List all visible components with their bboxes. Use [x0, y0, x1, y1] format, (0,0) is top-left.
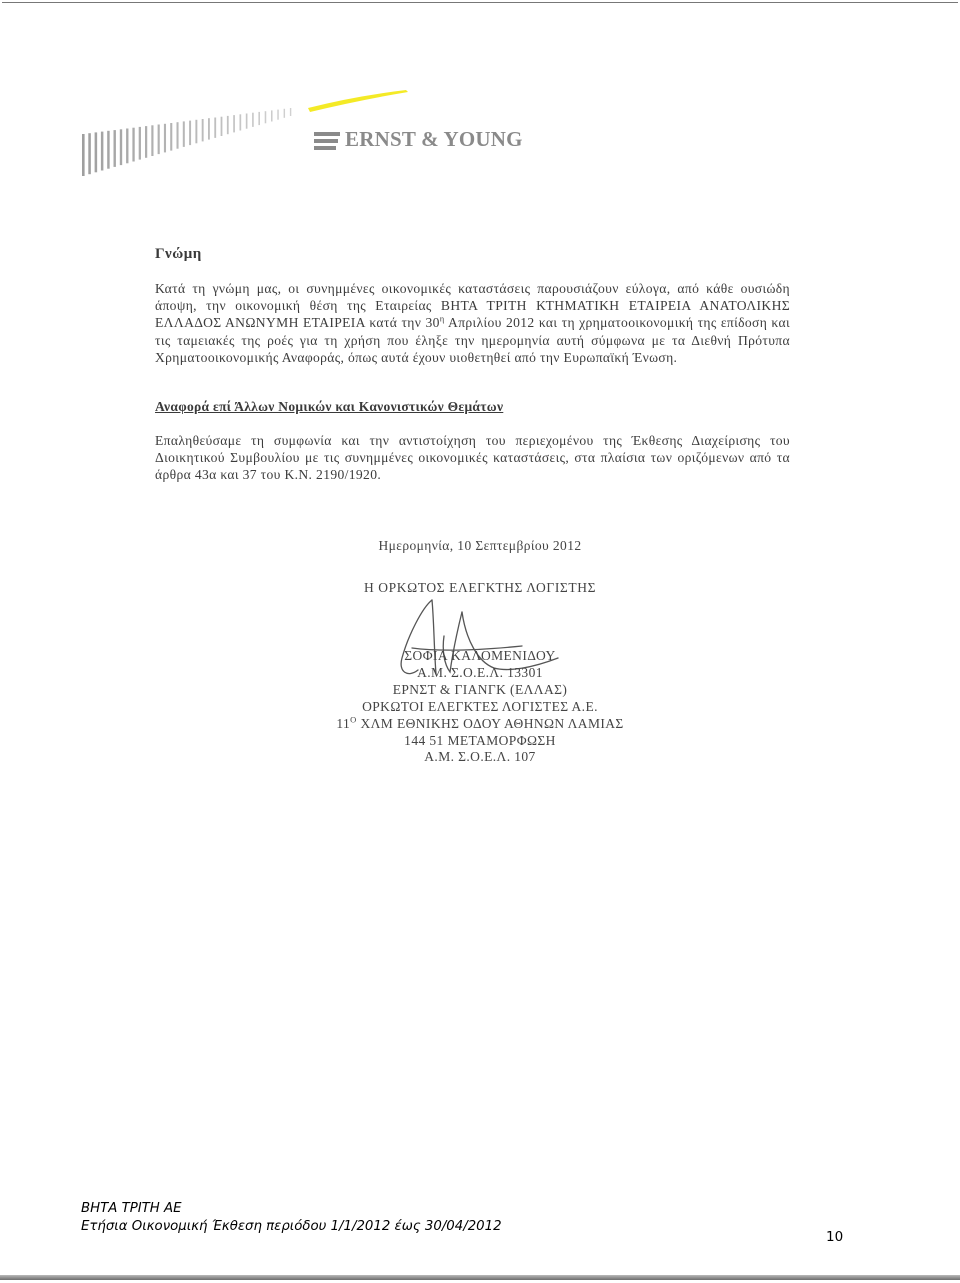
logo-mark-icon	[314, 132, 340, 150]
other-matters-paragraph: Επαληθεύσαμε τη συμφωνία και την αντιστοίχηση του περιεχομένου της Έκθεσης Διαχείρισης του Διοικητικού Συμβουλίου με τις συνημμένες οικονομικές καταστάσεις, στα πλαίσια των οριζόμενων από τα άρθρα 43α και 37 του Κ.Ν. 2190/1920.	[155, 433, 790, 483]
logo-stripe	[202, 119, 204, 141]
auditor-title: Η ΟΡΚΩΤΟΣ ΕΛΕΓΚΤΗΣ ΛΟΓΙΣΤΗΣ	[363, 580, 597, 595]
address-superscript: Ο	[350, 714, 357, 725]
logo-stripe	[95, 132, 98, 172]
opinion-heading: Γνώμη	[155, 246, 202, 262]
logo-stripe	[240, 114, 242, 130]
logo-stripe	[271, 110, 273, 121]
bottom-rule	[0, 1275, 960, 1280]
other-matters-heading: Αναφορά επί Άλλων Νομικών και Κανονιστικών Θεμάτων	[155, 399, 504, 414]
page-number: 10	[826, 1229, 844, 1245]
logo-stripe	[227, 116, 229, 134]
top-rule	[2, 2, 958, 3]
logo-stripe	[88, 133, 91, 174]
logo-stripe	[101, 132, 103, 171]
logo-stripe	[290, 108, 291, 116]
footer-company-name: ΒΗΤΑ ΤΡΙΤΗ ΑΕ	[81, 1201, 182, 1216]
logo-stripe	[195, 120, 197, 144]
opinion-text-end: Απριλίου 2012 και τη χρηματοοικονομική της επίδοση και τις ταμειακές της ροές για τη χρήση που έληξε την ημερομηνία αυτή σύμφωνα με τα Διεθνή Πρότυπα Χρηματοοικονομικής Αναφοράς, όπως αυτά έχουν υιοθετηθεί από την Ευρωπαϊκή Ένωση.	[155, 315, 790, 365]
signer-details	[220, 648, 740, 766]
logo-stripe	[82, 134, 85, 176]
logo-stripe	[158, 125, 160, 155]
logo-stripe	[145, 126, 147, 158]
logo-stripe	[107, 131, 109, 169]
logo-stripe	[284, 109, 285, 118]
opinion-paragraph	[155, 280, 790, 366]
logo-stripe	[221, 117, 223, 136]
auditor-name: ΣΟΦΙΑ ΚΑΛΟΜΕΝΙΔΟΥ	[404, 648, 556, 663]
logo-stripe	[246, 114, 248, 129]
logo-stripe	[258, 112, 260, 125]
logo-stripe	[189, 121, 191, 146]
report-date: Ημερομηνία, 10 Σεπτεμβρίου 2012	[378, 538, 582, 553]
audit-firm-registration: Α.Μ. Σ.Ο.Ε.Λ. 107	[424, 749, 536, 765]
opinion-text-start: Κατά τη γνώμη μας, οι συνημμένες οικονομικές καταστάσεις παρουσιάζουν εύλογα, από κάθε ουσιώδη άποψη, την οικονομική θέση της Εταιρείας ΒΗΤΑ ΤΡΙΤΗ ΚΤΗΜΑΤΙΚΗ ΕΤΑΙΡΕΙΑ ΑΝΑΤΟΛΙΚΗΣ ΕΛΛΑΔΟΣ ΑΝΩΝΥΜΗ ΕΤΑΙΡΕΙΑ κατά την 30	[155, 281, 790, 331]
logo-stripe	[120, 129, 122, 165]
logo-stripe	[170, 123, 172, 151]
logo-stripe	[233, 115, 235, 132]
logo-word-ernst: ERNST	[345, 127, 416, 151]
auditor-registration: Α.Μ. Σ.Ο.Ε.Λ. 13301	[417, 664, 543, 680]
logo-stripe	[177, 122, 179, 149]
logo-stripe	[151, 125, 153, 156]
logo-accent-swoosh	[308, 90, 408, 112]
logo-word-amp: &	[415, 127, 444, 151]
logo-stripe	[183, 121, 185, 146]
address-road: ΧΛΜ ΕΘΝΙΚΗΣ ΟΔΟΥ ΑΘΗΝΩΝ ΛΑΜΙΑΣ	[356, 715, 624, 731]
audit-firm-name: ΕΡΝΣΤ & ΓΙΑΝΓΚ (ΕΛΛΑΣ)	[392, 681, 568, 697]
logo-stripe	[208, 118, 210, 139]
address-km-number: 11	[336, 715, 351, 731]
logo-stripe	[132, 128, 134, 162]
logo-stripe	[114, 130, 116, 167]
logo-wordmark	[345, 127, 523, 152]
logo-word-young: YOUNG	[443, 127, 523, 151]
logo-stripe	[214, 118, 216, 138]
logo-stripe	[126, 129, 128, 164]
audit-firm-type: ΟΡΚΩΤΟΙ ΕΛΕΓΚΤΕΣ ΛΟΓΙΣΤΕΣ Α.Ε.	[362, 698, 598, 714]
logo-stripe	[252, 113, 254, 127]
audit-firm-postal: 144 51 ΜΕΤΑΜΟΡΦΩΣΗ	[404, 732, 556, 748]
logo-stripe	[164, 124, 166, 153]
logo-stripe	[277, 110, 278, 120]
opinion-date-superscript: η	[439, 313, 445, 324]
logo-stripe	[139, 127, 141, 160]
footer-report-title: Ετήσια Οικονομική Έκθεση περιόδου 1/1/2012 έως 30/04/2012	[81, 1219, 502, 1234]
audit-firm-address	[220, 716, 740, 733]
logo-stripe	[265, 111, 267, 123]
